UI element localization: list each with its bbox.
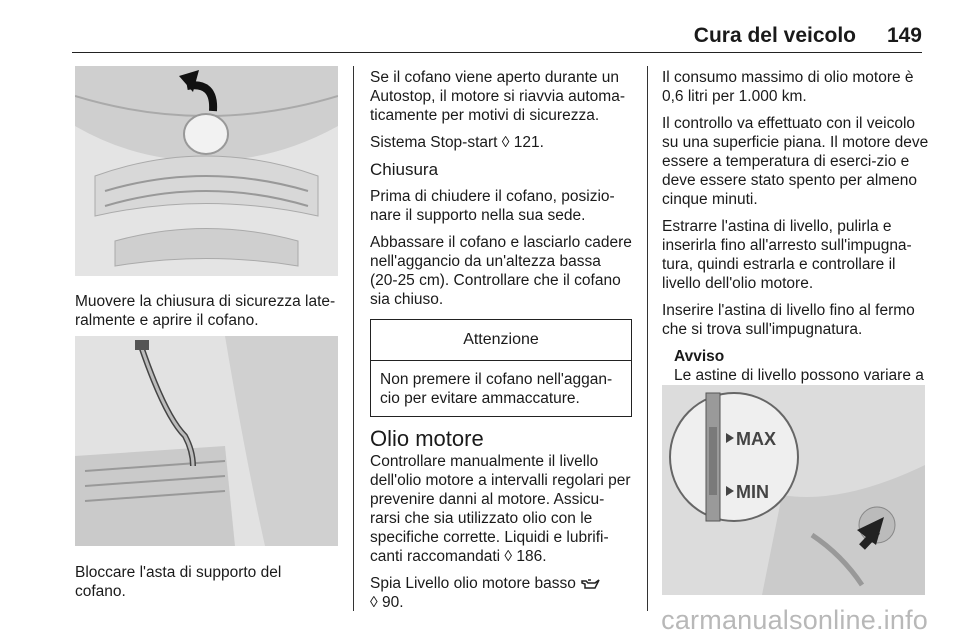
- dipstick-insert-paragraph: Inserire l'astina di livello fino al fermo che si trova sull'impugnatura.: [662, 302, 915, 338]
- column-divider: [647, 66, 648, 611]
- column-2: [370, 68, 632, 612]
- warning-box: [370, 319, 632, 417]
- header-rule: [72, 52, 922, 53]
- warning-title: Attenzione: [371, 320, 631, 361]
- oil-check-paragraph: Controllare manualmente il livello dell'olio motore a intervalli regolari per prevenire danni al motore. Assicu-rarsi che sia utilizzato olio con le specifiche corrette. Liquidi e lubrifi-canti raccomandati ◊ 186.: [370, 453, 631, 565]
- column-3: [662, 68, 930, 404]
- dipstick-illustration: [662, 385, 925, 595]
- page-number: 149: [886, 24, 922, 47]
- stop-start-reference: Sistema Stop-start ◊ 121.: [370, 134, 544, 151]
- oil-can-icon: [580, 577, 600, 591]
- dipstick-procedure-paragraph: Estrarre l'astina di livello, pulirla e inserirla fino all'arresto sull'impugna-tura, quindi estrarla e controllare il livello dell'olio motore.: [662, 218, 912, 292]
- check-conditions-paragraph: Il controllo va effettuato con il veicolo su una superficie piana. Il motore deve essere a temperatura di eserci-zio e deve essere stato spento per almeno cinque minuti.: [662, 115, 929, 208]
- column-1-caption-2: [75, 563, 315, 609]
- hood-release-illustration: [75, 66, 338, 276]
- page-header: [0, 0, 960, 54]
- closing-paragraph-1: Prima di chiudere il cofano, posizio-nare il supporto nella sua sede.: [370, 188, 615, 224]
- dipstick-max-label: MAX: [736, 429, 776, 449]
- caption-support-rod: Bloccare l'asta di supporto del cofano.: [75, 564, 282, 600]
- note-title: Avviso: [674, 348, 725, 365]
- column-1-caption-1: [75, 292, 345, 338]
- section-heading-olio-motore: Olio motore: [370, 426, 484, 451]
- column-divider: [353, 66, 354, 611]
- section-heading-chiusura: Chiusura: [370, 160, 439, 179]
- oil-consumption-paragraph: Il consumo massimo di olio motore è 0,6 litri per 1.000 km.: [662, 69, 914, 105]
- dipstick-min-label: MIN: [736, 482, 769, 502]
- watermark: carmanualsonline.info: [661, 605, 928, 635]
- support-rod-illustration: [75, 336, 338, 546]
- note-body: Le astine di livello possono variare a: [674, 367, 924, 384]
- caption-hood-release: Muovere la chiusura di sicurezza late-ralmente e aprire il cofano.: [75, 293, 336, 329]
- closing-paragraph-2: Abbassare il cofano e lasciarlo cadere nell'aggancio da un'altezza bassa (20-25 cm). Controllare che il cofano sia chiuso.: [370, 234, 632, 308]
- chapter-title: Cura del veicolo: [693, 24, 856, 47]
- oil-warning-light-reference: Spia Livello olio motore basso ◊ 90.: [370, 574, 632, 612]
- warning-body: Non premere il cofano nell'aggan-cio per evitare ammaccature.: [380, 371, 613, 407]
- autostop-paragraph: Se il cofano viene aperto durante un Autostop, il motore si riavvia automa-ticamente per motivi di sicurezza.: [370, 69, 625, 124]
